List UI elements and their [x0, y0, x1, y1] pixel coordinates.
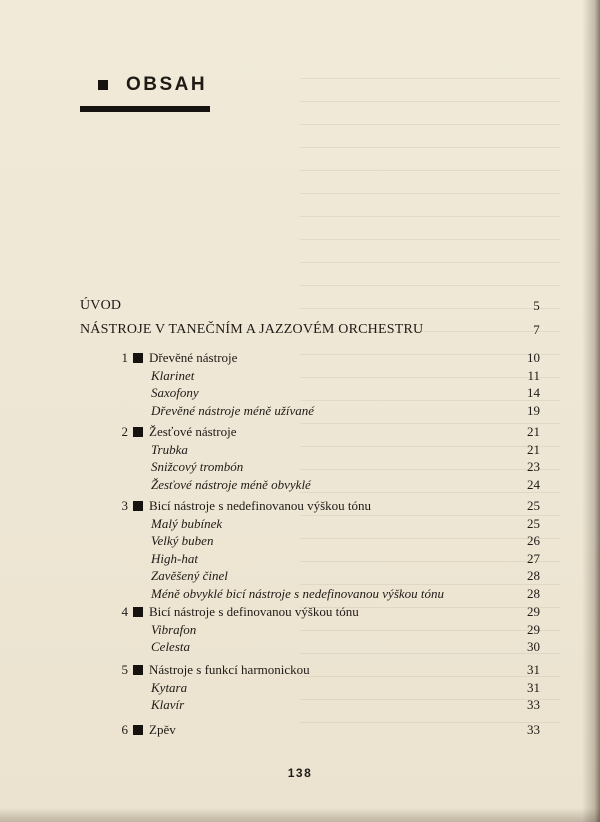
- section-title: Snižcový trombón: [151, 459, 244, 474]
- section-row: [80, 697, 540, 713]
- square-bullet-icon: [98, 80, 108, 90]
- section-page: 29: [527, 621, 540, 637]
- page-number: 138: [287, 766, 313, 780]
- section-title: Vibrafon: [151, 621, 197, 637]
- square-bullet-icon: [133, 501, 143, 511]
- chapter-number: 5: [121, 662, 128, 677]
- heading-underline: [80, 106, 210, 112]
- section-title: Žesťové nástroje méně obvyklé: [151, 476, 311, 492]
- square-bullet-icon: [133, 725, 143, 735]
- section-page: 27: [527, 550, 540, 566]
- chapter-title: Zpěv: [149, 722, 176, 737]
- chapter-row: [80, 498, 540, 514]
- section-row: [80, 516, 540, 532]
- section-title: Velký buben: [151, 533, 214, 548]
- section-title: Dřevěné nástroje méně užívané: [151, 402, 315, 418]
- section-title: Klarinet: [151, 367, 195, 383]
- toc-heading: [98, 74, 207, 96]
- section-row: [80, 551, 540, 567]
- section-page: 25: [527, 515, 540, 531]
- page-edge-shadow: [582, 0, 600, 822]
- section-page: 31: [527, 679, 540, 695]
- section-title: Zavěšený činel: [151, 568, 228, 583]
- section-page: 24: [527, 476, 540, 492]
- chapter-number: 1: [121, 350, 128, 365]
- section-row: [80, 459, 540, 475]
- chapter-row: [80, 424, 540, 440]
- section-page: 21: [527, 441, 540, 457]
- section-title: Kytara: [151, 679, 188, 695]
- chapter-number: 4: [121, 604, 128, 619]
- section-page: 28: [527, 568, 540, 583]
- chapter-page: 10: [527, 350, 540, 365]
- section-page: 30: [527, 639, 540, 654]
- chapter-row: [80, 350, 540, 366]
- chapter-row: [80, 662, 540, 678]
- chapter-title: Bicí nástroje s nedefinovanou výškou tónu: [149, 498, 372, 513]
- section-title: Klavír: [151, 697, 185, 712]
- section-title: Trubka: [151, 441, 188, 457]
- chapter-title: Dřevěné nástroje: [149, 350, 238, 365]
- square-bullet-icon: [133, 607, 143, 617]
- section-row: [80, 639, 540, 655]
- section-title: Celesta: [151, 639, 190, 654]
- chapter-row: [80, 604, 540, 620]
- section-title: High-hat: [151, 550, 198, 566]
- section-row: [80, 477, 540, 493]
- section-row: [80, 586, 540, 602]
- section-page: 23: [527, 459, 540, 474]
- chapter-number: 2: [121, 424, 128, 439]
- section-title: Saxofony: [151, 385, 199, 400]
- toc-entry-label: ÚVOD: [80, 298, 122, 313]
- toc-entry-label: NÁSTROJE V TANEČNÍM A JAZZOVÉM ORCHESTRU: [80, 322, 424, 337]
- section-row: [80, 385, 540, 401]
- chapter-row: [80, 722, 540, 738]
- section-title: Méně obvyklé bicí nástroje s nedefinovanou výškou tónu: [151, 585, 445, 601]
- toc-title: OBSAH: [126, 74, 208, 95]
- square-bullet-icon: [133, 353, 143, 363]
- square-bullet-icon: [133, 665, 143, 675]
- chapter-page: 21: [527, 424, 540, 439]
- section-page: 19: [527, 402, 540, 418]
- chapter-title: Žesťové nástroje: [149, 424, 237, 439]
- chapter-page: 25: [527, 498, 540, 513]
- section-page: 33: [527, 697, 540, 712]
- section-row: [80, 680, 540, 696]
- section-row: [80, 533, 540, 549]
- toc-entry-nastroje: [80, 322, 540, 338]
- square-bullet-icon: [133, 427, 143, 437]
- section-row: [80, 568, 540, 584]
- section-row: [80, 403, 540, 419]
- section-page: 28: [527, 585, 540, 601]
- toc-entry-page: 5: [533, 298, 540, 313]
- chapter-page: 31: [527, 662, 540, 677]
- section-row: [80, 368, 540, 384]
- chapter-title: Nástroje s funkcí harmonickou: [149, 662, 310, 677]
- section-page: 14: [527, 385, 540, 400]
- chapter-number: 6: [121, 722, 128, 737]
- chapter-page: 29: [527, 604, 540, 619]
- page-bottom-shadow: [0, 808, 600, 822]
- toc-entry-page: 7: [533, 322, 540, 337]
- section-title: Malý bubínek: [151, 515, 223, 531]
- toc-entry-uvod: [80, 298, 540, 314]
- chapter-title: Bicí nástroje s definovanou výškou tónu: [149, 604, 359, 619]
- section-row: [80, 442, 540, 458]
- section-page: 26: [527, 533, 540, 548]
- chapter-page: 33: [527, 722, 540, 737]
- chapter-number: 3: [121, 498, 128, 513]
- section-page: 11: [527, 367, 540, 383]
- section-row: [80, 622, 540, 638]
